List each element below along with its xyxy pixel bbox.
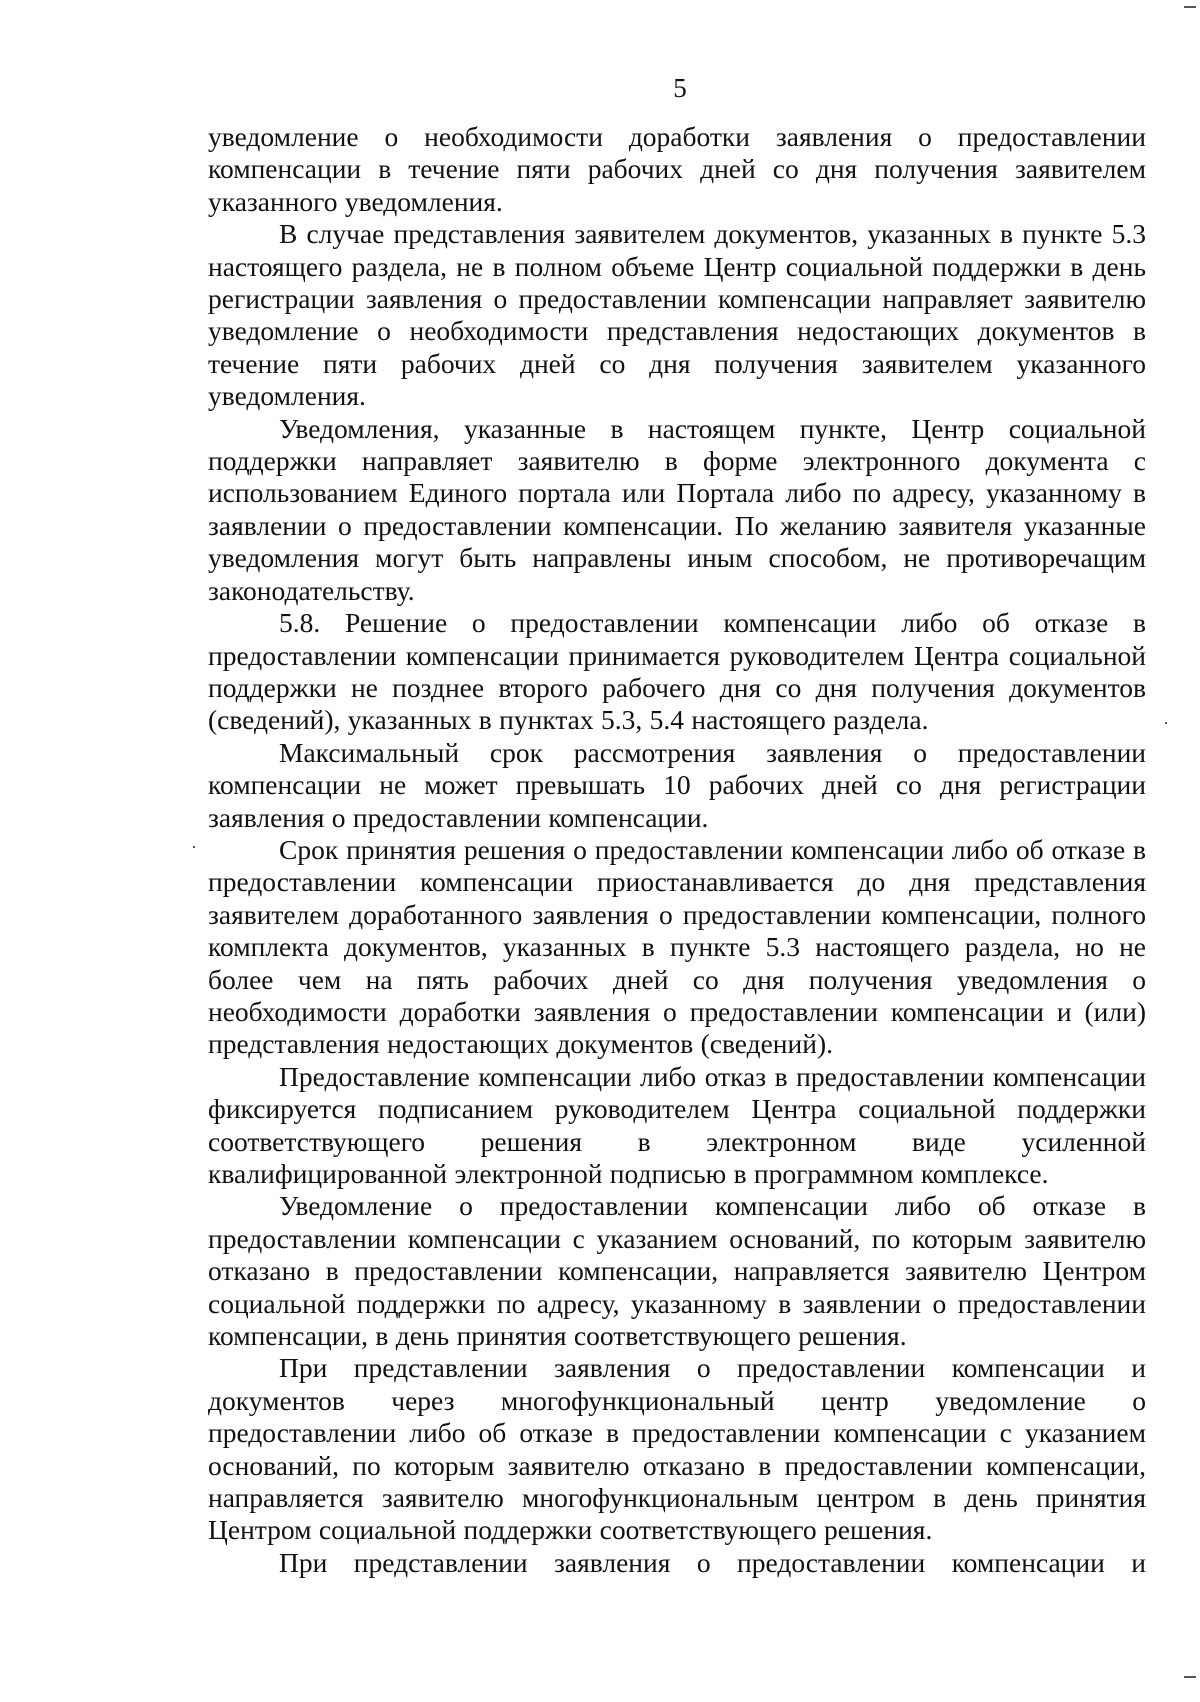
paragraph: Предоставление компенсации либо отказ в предоставлении компенсации фиксируется подписанием руководителем Центра социальной поддержки соответствующего решения в электронном виде усиленной квалифицированной электронной подписью в программном комплексе.: [208, 1060, 1146, 1189]
paragraph: В случае представления заявителем документов, указанных в пункте 5.3 настоящего раздела, не в полном объеме Центр социальной поддержки в день регистрации заявления о предоставлении компенсации направляет заявителю уведомление о необходимости представления недостающих документов в течение пяти рабочих дней со дня получения заявителем указанного уведомления.: [208, 218, 1146, 412]
scan-edge-mark-bottom: [1184, 1676, 1196, 1678]
paragraph: Максимальный срок рассмотрения заявления о предоставлении компенсации не может превышать 10 рабочих дней со дня регистрации заявления о предоставлении компенсации.: [208, 736, 1146, 833]
paragraph-truncated: При представлении заявления о предоставлении компенсации и: [279, 1546, 1146, 1578]
paragraph-section-5-8: 5.8. Решение о предоставлении компенсации либо об отказе в предоставлении компенсации принимается руководителем Центра социальной поддержки не позднее второго рабочего дня со дня получения документов (сведений), указанных в пунктах 5.3, 5.4 настоящего раздела.: [208, 607, 1146, 736]
scan-speck-right: [1165, 722, 1167, 724]
page-number: 5: [673, 73, 687, 103]
scan-speck-left: [193, 846, 195, 848]
paragraph: Срок принятия решения о предоставлении компенсации либо об отказе в предоставлении компенсации приостанавливается до дня представления заявителем доработанного заявления о предоставлении компенсации, полного комплекта документов, указанных в пункте 5.3 настоящего раздела, но не более чем на пять рабочих дней со дня получения уведомления о необходимости доработки заявления о предоставлении компенсации и (или) представления недостающих документов (сведений).: [208, 833, 1146, 1060]
document-body: [208, 121, 1146, 1579]
scan-edge-mark-top: [1184, 6, 1196, 8]
paragraph: При представлении заявления о предоставлении компенсации и документов через многофункциональный центр уведомление о предоставлении либо об отказе в предоставлении компенсации с указанием оснований, по которым заявителю отказано в предоставлении компенсации, направляется заявителю многофункциональным центром в день принятия Центром социальной поддержки соответствующего решения.: [208, 1352, 1146, 1546]
paragraph: Уведомление о предоставлении компенсации либо об отказе в предоставлении компенсации с указанием оснований, по которым заявителю отказано в предоставлении компенсации, направляется заявителю Центром социальной поддержки по адресу, указанному в заявлении о предоставлении компенсации, в день принятия соответствующего решения.: [208, 1190, 1146, 1352]
paragraph-continuation: уведомление о необходимости доработки заявления о предоставлении компенсации в течение пяти рабочих дней со дня получения заявителем указанного уведомления.: [208, 121, 1146, 217]
paragraph: Уведомления, указанные в настоящем пункте, Центр социальной поддержки направляет заявителю в форме электронного документа с использованием Единого портала или Портала либо по адресу, указанному в заявлении о предоставлении компенсации. По желанию заявителя указанные уведомления могут быть направлены иным способом, не противоречащим законодательству.: [208, 412, 1146, 606]
